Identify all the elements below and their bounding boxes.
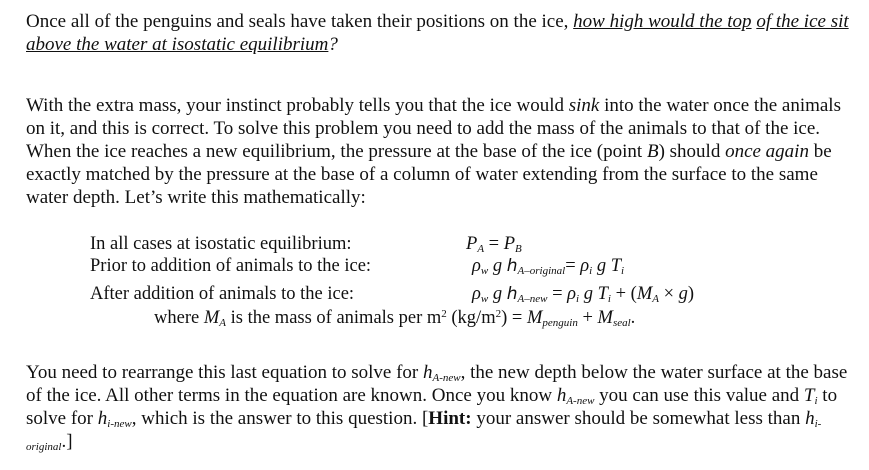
question-emphasis-1: how high would the top [573,11,752,32]
sub-i: i [607,293,611,305]
sub-i: i [576,293,580,305]
text-span: is the mass of animals per m [230,308,442,328]
explanation-paragraph [26,94,855,209]
sym-rho: ρ [567,284,577,304]
sym-g: g [492,284,503,304]
sym-g: g [596,256,607,276]
sym-g: g [678,284,688,304]
sub-a-original: A–original [517,265,566,277]
sym-times: × [663,284,675,304]
equation-block [26,227,855,331]
question-lead: Once all of the penguins and seals have taken their positions on the ice, [26,11,569,32]
sym-lparen: ( [630,284,637,304]
text-span: You need to rearrange this last equation to solve for [26,362,419,383]
text-span: your answer should be somewhat less than [476,408,801,429]
instructions-paragraph [26,361,855,453]
eq-after [472,283,694,305]
sink-emphasis: sink [568,95,600,116]
sym-h: h [97,408,108,429]
eq-where-line [154,307,635,329]
sub-w: w [480,265,489,277]
sub-a-new: A-new [432,372,461,384]
sub-B: B [515,243,522,255]
eq-label-after: After addition of animals to the ice: [90,284,355,304]
point-b: B [646,141,659,162]
sub-i-new: i-new [107,418,132,430]
sym-rho: ρ [472,284,481,304]
text-span: , the new depth below the water surface at the base of the ice. All other terms in the equation are known. Once you know [26,362,848,406]
sym-M: M [526,308,543,328]
eq-label-equilibrium: In all cases at isostatic equilibrium: [90,234,352,254]
sym-P: P [466,234,478,254]
text-span: be exactly matched by the pressure at the base of a column of water extending from the surface to the same water depth. Let’s write this mathematically: [26,141,832,208]
eq-prior [472,255,624,277]
sup-2: 2 [441,308,447,320]
sub-i: i [589,265,593,277]
text-span: (kg/m [451,308,496,328]
sym-T: T [597,284,608,304]
text-span: .] [61,431,73,452]
sub-a-new: A-new [566,395,595,407]
sub-penguin: penguin [542,317,578,329]
sup-2: 2 [495,308,502,320]
sub-A: A [219,317,226,329]
question-paragraph [26,10,855,56]
sym-rparen: ) [687,284,695,304]
sym-h: h [556,385,567,406]
hint-label: Hint: [428,408,472,429]
text-span: to solve for [26,385,838,429]
sub-i-original: i-original [26,418,822,453]
text-span: you can use this value and [599,385,800,406]
sym-P: P [503,234,516,254]
text-span: With the extra mass, your instinct probably tells you that the ice would [26,95,564,116]
text-span: , which is the answer to this question. [ [131,408,429,429]
sym-h: h [506,284,518,304]
text-span: ) should [658,141,721,162]
sym-M: M [203,308,220,328]
sub-seal: seal [612,317,631,329]
sym-h: h [805,408,815,429]
sym-g: g [492,256,503,276]
sym-h: h [506,256,518,276]
text-span: . [630,308,636,328]
text-span: into the water once the animals on it, and this is correct. To solve this problem you need to add the mass of the animals to that of the ice. When the ice reaches a new equilibrium, the pressure at the base of the ice (point [26,95,841,162]
sub-i: i [814,395,818,407]
sym-T: T [803,385,815,406]
sym-eq: = [565,256,576,276]
sym-plus: + [615,284,627,304]
text-span: ) = [501,308,523,328]
sym-M: M [636,284,653,304]
sub-i: i [621,265,625,277]
question-emphasis-2: of the ice sit above the water at isostatic equilibrium [26,11,849,55]
eq-label-prior: Prior to addition of animals to the ice: [90,256,372,276]
sym-rho: ρ [472,256,481,276]
sym-plus: + [582,308,593,328]
once-again-emphasis: once again [725,141,809,162]
text-span: where [154,308,200,328]
sub-A: A [652,293,659,305]
sym-h: h [422,362,433,383]
sym-eq: = [552,284,563,304]
sym-g: g [583,284,593,304]
sub-A: A [477,243,485,255]
eq-equilibrium [466,233,522,255]
sym-rho: ρ [580,256,590,276]
question-mark: ? [328,34,338,55]
sym-M: M [597,308,613,328]
sym-T: T [610,256,621,276]
sym-eq: = [488,234,500,254]
sub-a-new: A–new [517,293,548,305]
sub-w: w [480,293,489,305]
